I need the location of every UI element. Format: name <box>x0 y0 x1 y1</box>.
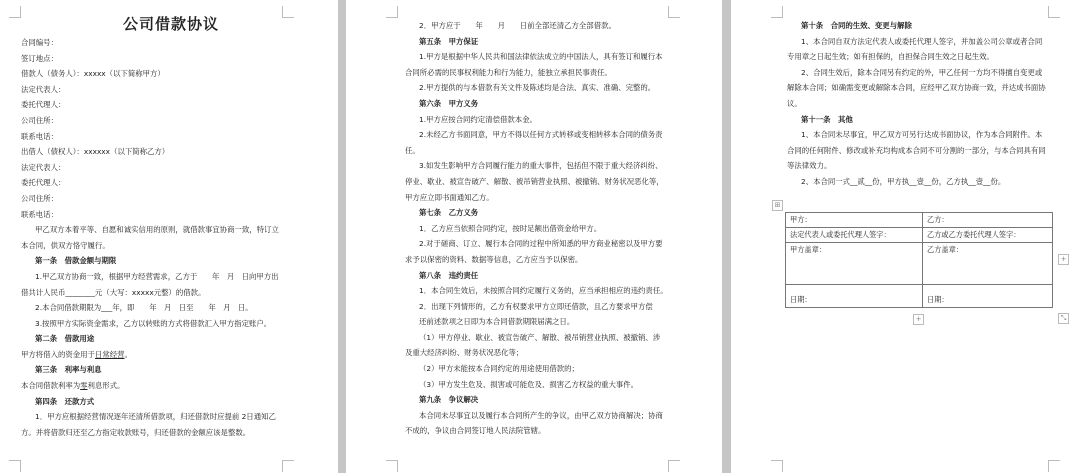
article-10-clause-2: 2、合同生效后，除本合同另有约定的外，甲乙任何一方均不得擅自变更或 <box>801 67 1043 77</box>
article-10-heading: 第十条 合同的生效、变更与解除 <box>801 21 912 30</box>
crop-mark <box>282 460 294 472</box>
add-column-plus-icon[interactable]: + <box>1058 254 1069 265</box>
date-a-cell[interactable]: 日期： <box>786 285 923 308</box>
article-8-clause-2-cont: 还前述款项之日即为本合同借款期限届满之日。 <box>419 317 575 327</box>
crop-mark <box>9 460 21 472</box>
article-8-heading: 第八条 违约责任 <box>419 270 479 280</box>
article-8-item-2: （2）甲方未能按本合同约定的用途使用借款的； <box>419 364 579 374</box>
article-1-heading: 第一条 借款金额与期限 <box>35 256 117 266</box>
document-page-3 <box>731 0 1080 473</box>
article-8-item-1: （1）甲方停业、歇业、被宣告破产、解散、被吊销营业执照、被撤销、涉 <box>419 332 661 342</box>
table-row <box>786 243 1053 285</box>
signature-table[interactable] <box>785 212 1053 308</box>
page-2-text[interactable] <box>405 18 705 439</box>
article-5-clause-1: 1.甲方是根据中华人民共和国法律依法成立的中国法人，具有签订和履行本 <box>419 52 663 62</box>
article-7-clause-2-cont: 求予以保密的资料、数据等信息，乙方应当予以保密。 <box>405 254 583 264</box>
table-resize-icon[interactable]: ⤡ <box>1058 313 1069 324</box>
page-1-text[interactable] <box>21 14 321 440</box>
borrower-phone-line: 联系电话： <box>21 131 58 141</box>
article-3-text-end: 利息形式。 <box>87 381 125 391</box>
contract-number-line: 合同编号： <box>21 38 58 47</box>
article-11-clause-1: 1、本合同未尽事宜，甲乙双方可另行达成书面协议，作为本合同附件。本 <box>801 130 1043 140</box>
crop-mark <box>771 460 783 472</box>
lender-agent-line: 委托代理人： <box>21 178 66 188</box>
lender-legal-rep-line: 法定代表人： <box>21 162 66 172</box>
add-row-plus-icon[interactable]: + <box>913 314 924 325</box>
seal-b-cell[interactable]: 乙方盖章： <box>923 243 1053 285</box>
date-b-cell[interactable]: 日期： <box>923 285 1053 308</box>
rep-a-cell[interactable]: 法定代表人或委托代理人签字： <box>786 228 923 243</box>
crop-mark <box>9 6 21 18</box>
loan-use-value: 日常经营 <box>94 349 125 359</box>
article-11-heading: 第十一条 其他 <box>801 114 853 124</box>
article-6-clause-3-cont: 停业、歇业、被宣告破产、解散、被吊销营业执照、被撤销、财务状况恶化等， <box>405 176 664 186</box>
document-title: 公司借款协议 <box>122 15 219 33</box>
party-a-cell[interactable]: 甲方： <box>786 213 923 228</box>
article-1-clause-1-cont: 借共计人民币________元（大写：xxxxx元整）的借款。 <box>21 287 206 297</box>
article-3-clause-1 <box>21 378 321 394</box>
article-10-clause-1: 1、本合同自双方法定代表人或委托代理人签字，并加盖公司公章或者合同 <box>801 36 1043 46</box>
lender-line: 出借人（债权人）：xxxxxx（以下简称乙方） <box>21 147 170 157</box>
article-11-clause-1-end: 等法律效力。 <box>787 161 832 171</box>
article-10-clause-2-end: 议。 <box>787 98 802 108</box>
party-b-cell[interactable]: 乙方： <box>923 213 1053 228</box>
crop-mark <box>668 6 680 18</box>
article-2-text: 甲方将借入的资金用于 <box>21 349 95 359</box>
crop-mark <box>771 6 783 18</box>
article-1-clause-1: 1.甲乙双方协商一致，根据甲方经营需求，乙方于 年 月 日向甲方出 <box>35 271 279 281</box>
crop-mark <box>386 460 398 472</box>
table-row <box>786 213 1053 228</box>
signing-place-line: 签订地点： <box>21 53 58 63</box>
interest-rate-value: 零 <box>80 381 88 391</box>
lender-phone-line: 联系电话： <box>21 209 58 219</box>
article-6-heading: 第六条 甲方义务 <box>419 98 479 108</box>
article-5-clause-1-cont: 合同所必需的民事权利能力和行为能力，能独立承担民事责任。 <box>405 67 612 77</box>
article-6-clause-2: 2.未经乙方书面同意，甲方不得以任何方式转移或变相转移本合同的债务责 <box>419 130 663 140</box>
borrower-line: 借款人（债务人）：xxxxx（以下简称甲方） <box>21 69 165 79</box>
article-9-clause-1-cont: 不成的，争议由合同签订地人民法院管辖。 <box>405 426 546 436</box>
article-8-clause-2: 2．出现下列情形的，乙方有权要求甲方立即还借款，且乙方要求甲方偿 <box>419 301 653 311</box>
borrower-legal-rep-line: 法定代表人： <box>21 84 66 94</box>
article-5-clause-2: 2.甲方提供的与本借款有关文件及陈述均是合法、真实、准确、完整的。 <box>419 83 656 93</box>
intro-paragraph-cont: 本合同，供双方恪守履行。 <box>21 240 110 250</box>
article-11-clause-1-cont: 合同的任何附件、修改或补充均构成本合同不可分割的一部分，与本合同具有同 <box>787 145 1046 155</box>
article-3-heading: 第三条 利率与利息 <box>35 365 102 375</box>
seal-a-cell[interactable]: 甲方盖章： <box>786 243 923 285</box>
crop-mark <box>1048 460 1060 472</box>
article-8-item-3: （3）甲方发生危及、损害或可能危及、损害乙方权益的重大事件。 <box>419 379 639 389</box>
article-4-clause-1: 1．甲方应根据经营情况逐年还清所借款项，归还借款时应提前 2日通知乙 <box>35 412 276 422</box>
page-3-text[interactable] <box>787 18 1077 190</box>
borrower-agent-line: 委托代理人： <box>21 100 66 110</box>
article-3-text: 本合同借款利率为 <box>21 381 81 391</box>
intro-paragraph: 甲乙双方本着平等、自愿和诚实信用的原则，就借款事宜协商一致，特订立 <box>35 225 279 235</box>
crop-mark <box>1048 6 1060 18</box>
article-1-clause-2: 2.本合同借款期限为___年，即 年 月 日至 年 月 日。 <box>35 303 253 313</box>
article-9-clause-1: 本合同未尽事宜以及履行本合同所产生的争议，由甲乙双方协商解决；协商 <box>419 410 663 420</box>
article-6-clause-1: 1.甲方应按合同约定清偿借款本金。 <box>419 114 537 124</box>
document-page-2 <box>346 0 722 473</box>
article-7-heading: 第七条 乙方义务 <box>419 208 479 218</box>
article-10-clause-1-cont: 专用章之日起生效；如有担保的，自担保合同生效之日起生效。 <box>787 52 994 62</box>
article-6-clause-2-cont: 任。 <box>405 145 420 155</box>
crop-mark <box>386 6 398 18</box>
table-row <box>786 228 1053 243</box>
article-11-clause-2: 2、本合同一式__贰__份，甲方执__壹__份，乙方执__壹__份。 <box>801 176 1006 186</box>
article-4-heading: 第四条 还款方式 <box>35 396 95 406</box>
article-4-clause-2: 2．甲方应于 年 月 日前全部还清乙方全部借款。 <box>419 21 616 30</box>
table-row <box>786 285 1053 308</box>
article-8-clause-1: 1．本合同生效后，未按照合同约定履行义务的，应当承担相应的违约责任。 <box>419 286 668 296</box>
lender-address-line: 公司住所： <box>21 193 58 203</box>
article-1-clause-3: 3.按照甲方实际资金需求，乙方以转账的方式将借款汇入甲方指定账户。 <box>35 318 272 328</box>
article-7-clause-1: 1．乙方应当依照合同约定，按时足额出借资金给甲方。 <box>419 223 602 233</box>
table-move-handle[interactable]: ⊞ <box>772 200 783 211</box>
article-2-heading: 第二条 借款用途 <box>35 334 95 344</box>
article-7-clause-2: 2.对于磋商、订立、履行本合同的过程中所知悉的甲方商业秘密以及甲方要 <box>419 239 663 249</box>
article-6-clause-3: 3.如发生影响甲方合同履行能力的重大事件，包括但不限于重大经济纠纷、 <box>419 161 663 171</box>
article-9-heading: 第九条 争议解决 <box>419 395 479 405</box>
article-4-clause-1-cont: 方。并将借款归还至乙方指定收款账号，归还借款的金额应该是整数。 <box>21 427 251 437</box>
article-2-clause-1 <box>21 347 321 363</box>
crop-mark <box>668 460 680 472</box>
article-2-text-end: 。 <box>124 349 132 359</box>
article-6-clause-3-end: 甲方应立即书面通知乙方。 <box>405 192 494 202</box>
document-page-1 <box>0 0 338 473</box>
rep-b-cell[interactable]: 乙方或乙方委托代理人签字： <box>923 228 1053 243</box>
borrower-address-line: 公司住所： <box>21 115 58 125</box>
article-5-heading: 第五条 甲方保证 <box>419 36 479 46</box>
article-10-clause-2-cont: 解除本合同；如确需变更或解除本合同，应经甲乙双方协商一致，并达成书面协 <box>787 83 1046 93</box>
article-8-item-1-cont: 及重大经济纠纷、财务状况恶化等； <box>405 348 524 358</box>
